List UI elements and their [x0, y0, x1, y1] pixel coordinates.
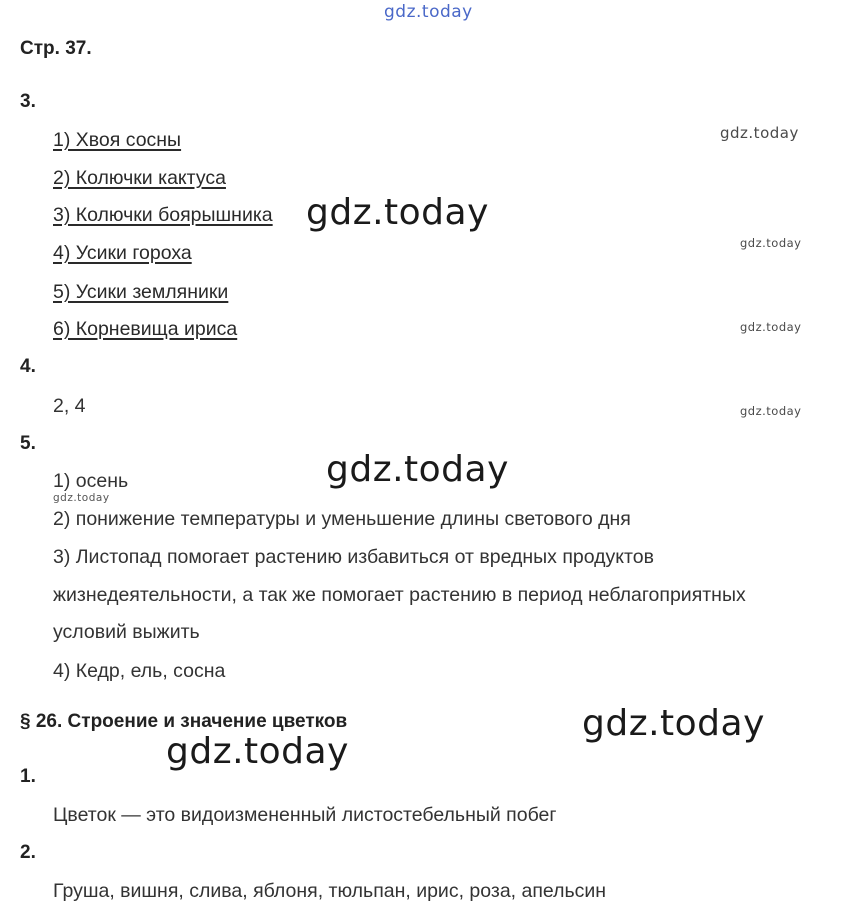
- task3-link-2[interactable]: 2) Колючки кактуса: [53, 167, 226, 189]
- watermark: gdz.today: [740, 320, 802, 334]
- watermark: gdz.today: [720, 124, 799, 142]
- task5-line-3: 3) Листопад помогает растению избавиться от вредных продуктов: [53, 546, 654, 568]
- task-number-5: 5.: [20, 433, 36, 454]
- task3-link-1[interactable]: 1) Хвоя сосны: [53, 129, 182, 151]
- task5-line-4: жизнедеятельности, а так же помогает растению в период неблагоприятных: [53, 584, 746, 606]
- task5-line-5: условий выжить: [53, 621, 200, 643]
- watermark: gdz.today: [582, 703, 765, 744]
- watermark-top: gdz.today: [384, 2, 473, 22]
- page-heading: Стр. 37.: [20, 38, 92, 59]
- section-task-number-2: 2.: [20, 842, 36, 863]
- task3-link-3[interactable]: 3) Колючки боярышника: [53, 204, 273, 226]
- section-task-number-1: 1.: [20, 766, 36, 787]
- watermark: gdz.today: [53, 492, 110, 504]
- task5-line-2: 2) понижение температуры и уменьшение длины светового дня: [53, 508, 631, 530]
- watermark: gdz.today: [740, 404, 802, 418]
- task3-link-5[interactable]: 5) Усики земляники: [53, 281, 229, 303]
- task3-link-4[interactable]: 4) Усики гороха: [53, 242, 192, 264]
- watermark: gdz.today: [326, 449, 509, 490]
- task4-answer: 2, 4: [53, 395, 86, 417]
- task3-link-6[interactable]: 6) Корневища ириса: [53, 318, 238, 340]
- section-task1-answer: Цветок — это видоизмененный листостебельный побег: [53, 804, 557, 826]
- task-number-3: 3.: [20, 91, 36, 112]
- watermark: gdz.today: [166, 731, 349, 772]
- task5-line-6: 4) Кедр, ель, сосна: [53, 660, 226, 682]
- section-task2-answer: Груша, вишня, слива, яблоня, тюльпан, ирис, роза, апельсин: [53, 880, 607, 902]
- watermark: gdz.today: [306, 192, 489, 233]
- task-number-4: 4.: [20, 356, 36, 377]
- task5-line-1: 1) осень: [53, 470, 129, 492]
- section-title: § 26. Строение и значение цветков: [20, 711, 348, 732]
- watermark: gdz.today: [740, 236, 802, 250]
